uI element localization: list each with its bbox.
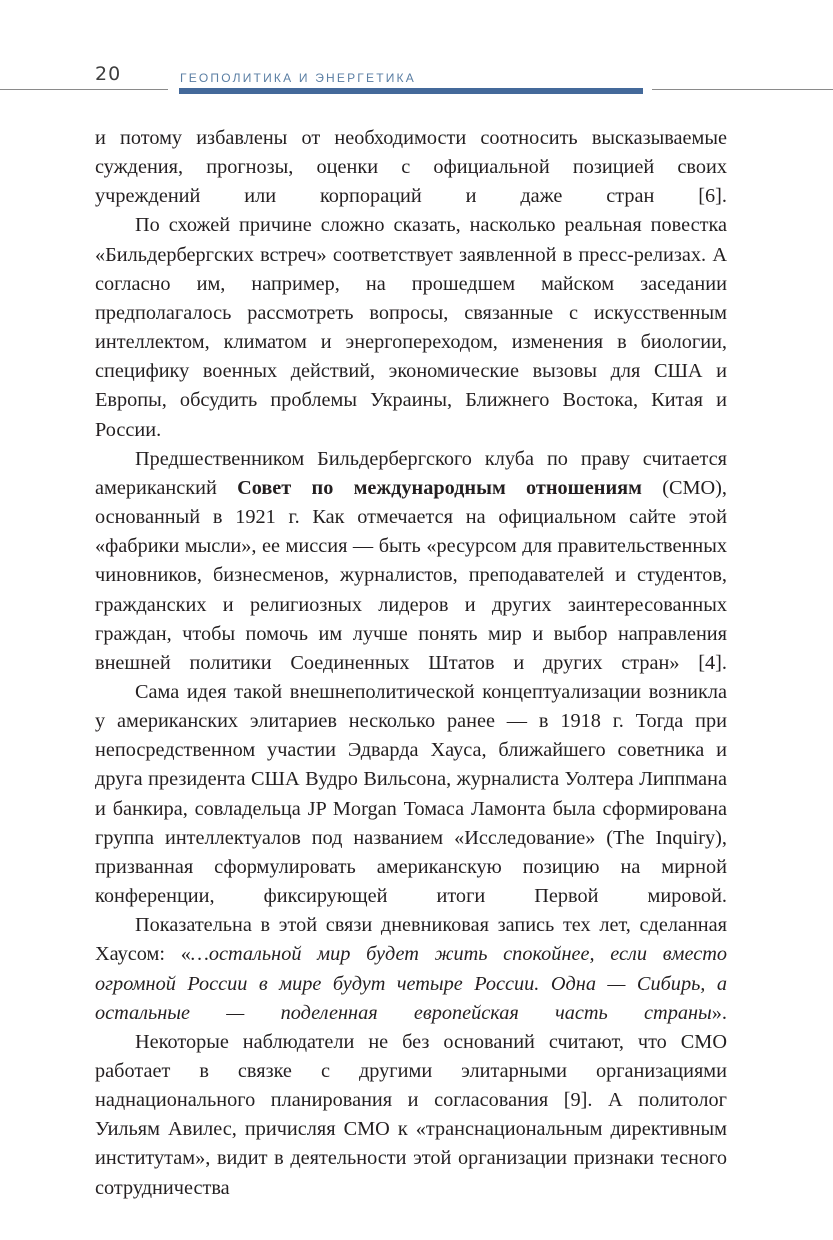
paragraph-text: Показательна в этой связи дневниковая запись тех лет, сделанная Хаусом: « [95,914,727,966]
bold-term: Совет по международным отношениям [237,476,642,499]
paragraph: По схожей причине сложно сказать, насколько реальная повестка «Бильдербергских встреч» соответствует заявленной в пресс-релизах. А согласно им, например, на прошедшем майском заседании предполагалось рассмотреть вопросы, связанные с искусственным интеллектом, климатом и энергопереходом, изменения в биологии, специфику военных действий, экономические вызовы для США и Европы, обсудить проблемы Украины, Ближнего Востока, Китая и России. [95,214,727,441]
italic-quote: …остальной мир будет жить спокойнее, если вместо огромной России в мире будут четыре России. Одна — Сибирь, а остальные — поделенная европейская часть страны [95,943,727,1024]
paragraph-text: (СМО), основанный в 1921 г. Как отмечается на официальном сайте этой «фабрики мысли», ее миссия — быть «ресурсом для правительственных чиновников, бизнесменов, журналистов, преподавателей и студентов, гражданских и религиозных лидеров и других заинтересованных граждан, чтобы помочь им лучше понять мир и выбор направления внешней политики Соединенных Штатов и других стран» [4]. [95,476,728,674]
page-header [0,0,833,100]
header-rule-left [0,89,168,90]
paragraph [95,911,727,1028]
page-number: 20 [95,63,122,85]
header-accent-bar [179,88,643,94]
running-title: ГЕОПОЛИТИКА И ЭНЕРГЕТИКА [180,71,416,85]
paragraph: Сама идея такой внешнеполитической концептуализации возникла у американских элитариев несколько ранее — в 1918 г. Тогда при непосредственном участии Эдварда Хауса, ближайшего советника и друга президента США Вудро Вильсона, журналиста Уолтера Липпмана и банкира, совладельца JP Morgan Томаса Ламонта была сформирована группа интеллектуалов под названием «Исследование» (The Inquiry), призванная сформулировать американскую позицию на мирной конференции, фиксирующей итоги Первой мировой. [95,680,727,908]
paragraph-text: Предшественником Бильдербергского клуба по праву считается американский [95,447,727,499]
header-rule-right [652,89,833,90]
paragraph [95,445,727,678]
paragraph: и потому избавлены от необходимости соотносить высказываемые суждения, прогнозы, оценки с официальной позицией своих учреждений или корпораций и даже стран [6]. [95,127,727,208]
paragraph: Некоторые наблюдатели не без оснований считают, что СМО работает в связке с другими элитарными организациями наднационального планирования и согласования [9]. А политолог Уильям Авилес, причисляя СМО к «транснациональным директивным институтам», видит в деятельности этой организации признаки тесного сотрудничества [95,1030,727,1199]
paragraph-text: ». [711,1001,727,1024]
body-text [95,124,727,1203]
